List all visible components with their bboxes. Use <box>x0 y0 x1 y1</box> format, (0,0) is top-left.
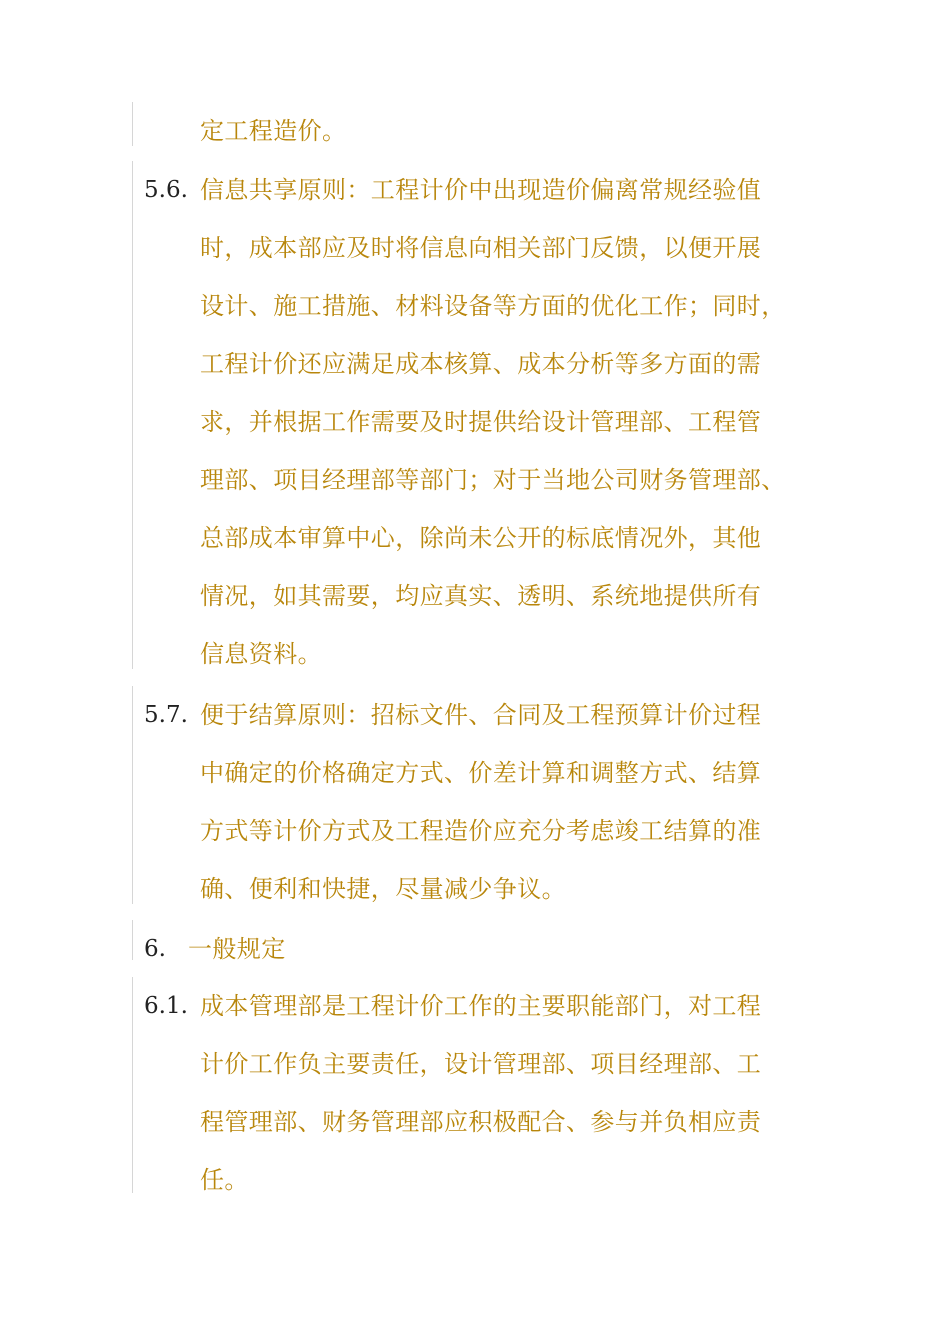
paragraph-continuation <box>132 102 833 146</box>
clause-6-1 <box>132 977 833 1193</box>
text-line: 信息资料。 <box>200 640 322 668</box>
text-line: 方式等计价方式及工程造价应充分考虑竣工结算的准 <box>200 817 762 845</box>
text-line: 总部成本审算中心，除尚未公开的标底情况外，其他 <box>200 524 762 552</box>
section-title: 一般规定 <box>188 935 286 963</box>
text-line: 情况，如其需要，均应真实、透明、系统地提供所有 <box>200 582 762 610</box>
text-line: 计价工作负主要责任，设计管理部、项目经理部、工 <box>200 1050 762 1078</box>
text-line: 任。 <box>200 1166 249 1194</box>
clause-number: 5.7. <box>144 702 188 728</box>
clause-5-7 <box>132 686 833 904</box>
section-6-heading <box>132 920 833 963</box>
clause-body <box>200 686 840 918</box>
text-line: 设计、施工措施、材料设备等方面的优化工作；同时， <box>200 292 786 320</box>
text-line: 工程计价还应满足成本核算、成本分析等多方面的需 <box>200 350 762 378</box>
clause-number: 6.1. <box>144 993 188 1019</box>
text-line: 中确定的价格确定方式、价差计算和调整方式、结算 <box>200 759 762 787</box>
clause-body <box>200 161 840 683</box>
text-line: 便于结算原则：招标文件、合同及工程预算计价过程 <box>200 701 762 729</box>
text-line: 理部、项目经理部等部门；对于当地公司财务管理部、 <box>200 466 786 494</box>
text-line: 时，成本部应及时将信息向相关部门反馈，以便开展 <box>200 234 762 262</box>
text-line: 成本管理部是工程计价工作的主要职能部门，对工程 <box>200 992 762 1020</box>
paragraph-body <box>200 102 840 160</box>
section-number: 6. <box>144 936 166 962</box>
text-line: 定工程造价。 <box>200 117 347 145</box>
clause-number: 5.6. <box>144 177 188 203</box>
clause-5-6 <box>132 161 833 669</box>
text-line: 确、便利和快捷，尽量减少争议。 <box>200 875 566 903</box>
text-line: 求，并根据工作需要及时提供给设计管理部、工程管 <box>200 408 762 436</box>
text-line: 信息共享原则：工程计价中出现造价偏离常规经验值 <box>200 176 762 204</box>
text-line: 程管理部、财务管理部应积极配合、参与并负相应责 <box>200 1108 762 1136</box>
clause-body <box>200 977 840 1209</box>
